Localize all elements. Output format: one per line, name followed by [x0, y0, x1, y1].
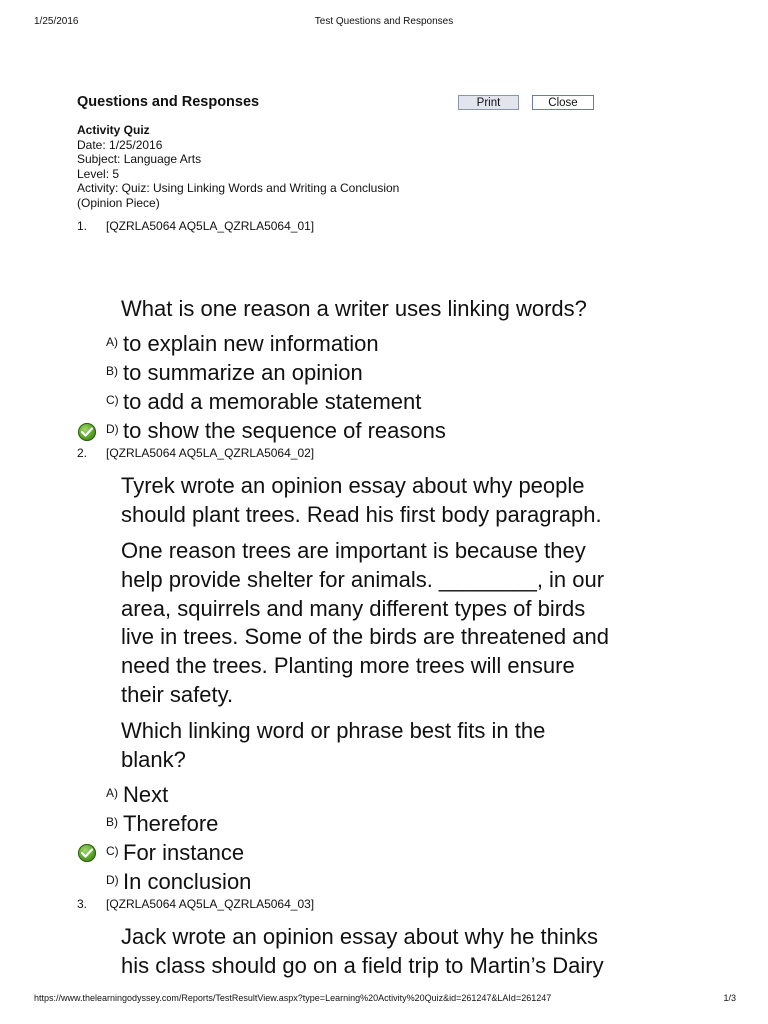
answer-text: to explain new information: [123, 331, 379, 356]
answer-letter: B): [106, 815, 118, 829]
answer-option: [106, 809, 218, 838]
activity-info: [77, 123, 399, 210]
print-date: 1/25/2016: [34, 16, 79, 27]
question-stem-line: area, squirrels and many different types of birds: [121, 596, 586, 621]
page-url: https://www.thelearningodyssey.com/Reports/TestResultView.aspx?type=Learning%20Activity%20Quiz&id=261247&LAId=261247: [34, 993, 552, 1003]
answer-text: to show the sequence of reasons: [123, 418, 446, 443]
answer-option: [106, 780, 168, 809]
page-title: Questions and Responses: [77, 94, 260, 110]
question-stem-line: need the trees. Planting more trees will ensure: [121, 653, 575, 678]
activity-level: Level: 5: [77, 166, 120, 181]
answer-text: to add a memorable statement: [123, 389, 422, 414]
answer-option: [106, 387, 421, 416]
question-stem-line: Which linking word or phrase best fits in the: [121, 718, 546, 743]
answer-letter: D): [106, 422, 119, 436]
question-stem-line: live in trees. Some of the birds are threatened and: [121, 624, 609, 649]
answer-letter: A): [106, 786, 118, 800]
answer-text: In conclusion: [123, 869, 252, 894]
question-id: [QZRLA5064 AQ5LA_QZRLA5064_03]: [106, 897, 315, 911]
question-stem-line: What is one reason a writer uses linking words?: [121, 296, 587, 321]
answer-text: Therefore: [123, 811, 219, 836]
correct-check-icon: [78, 423, 96, 441]
question-number: 1.: [77, 219, 88, 233]
answer-option: [106, 867, 251, 896]
question-id: [QZRLA5064 AQ5LA_QZRLA5064_01]: [106, 219, 315, 233]
answer-letter: C): [106, 844, 119, 858]
question-stem-line: his class should go on a field trip to Martin’s Dairy: [121, 953, 604, 978]
question-stem-line: should plant trees. Read his first body paragraph.: [121, 502, 602, 527]
answer-letter: B): [106, 364, 118, 378]
question-stem-line: One reason trees are important is because they: [121, 538, 586, 563]
activity-title: Activity: Quiz: Using Linking Words and Writing a Conclusion: [77, 181, 400, 195]
question-id: [QZRLA5064 AQ5LA_QZRLA5064_02]: [106, 446, 315, 460]
activity-date: Date: 1/25/2016: [77, 137, 163, 152]
question-stem-line: help provide shelter for animals. ________, in our: [121, 567, 605, 592]
answer-option: [106, 358, 363, 387]
answer-text: to summarize an opinion: [123, 360, 363, 385]
question-stem-line: Tyrek wrote an opinion essay about why people: [121, 473, 585, 498]
question-stem-line: their safety.: [121, 682, 234, 707]
activity-subject: Subject: Language Arts: [77, 152, 202, 166]
answer-letter: C): [106, 393, 119, 407]
answer-option: [106, 416, 446, 445]
activity-title-cont: (Opinion Piece): [77, 195, 160, 210]
correct-check-icon: [78, 844, 96, 862]
answer-letter: A): [106, 335, 118, 349]
answer-option: [106, 329, 379, 358]
page-number: 1/3: [723, 993, 736, 1003]
close-button[interactable]: Close: [532, 95, 594, 110]
answer-option: [106, 838, 244, 867]
print-title: Test Questions and Responses: [314, 16, 454, 27]
answer-text: Next: [123, 782, 169, 807]
print-button[interactable]: Print: [458, 95, 519, 110]
question-number: 3.: [77, 897, 88, 911]
answer-text: For instance: [123, 840, 245, 865]
answer-letter: D): [106, 873, 119, 887]
question-stem-line: blank?: [121, 747, 186, 772]
question-stem-line: Jack wrote an opinion essay about why he thinks: [121, 924, 598, 949]
activity-type: Activity Quiz: [77, 123, 150, 137]
question-number: 2.: [77, 446, 88, 460]
